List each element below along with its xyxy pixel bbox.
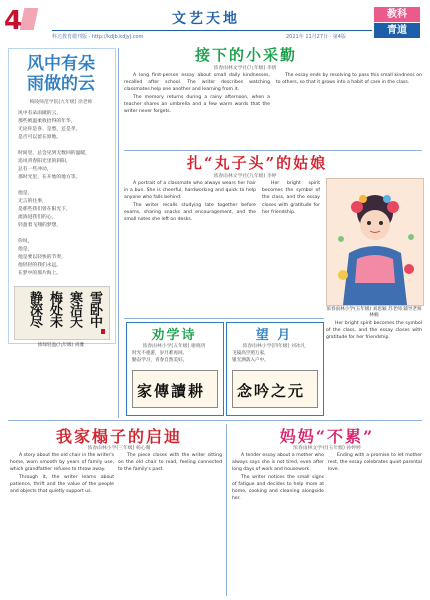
mini-left-calligraphy-text: 家傳讀耕 (137, 382, 206, 400)
paragraph: Her bright spirit becomes the symbol of the class, and the essay closes with gratitude for her friendship. (262, 181, 320, 215)
mini-right-calligraphy (232, 370, 318, 408)
article-bottom-left-col2 (118, 452, 222, 596)
poem-line: 是那些我们曾在阳光下， (18, 207, 71, 212)
paragraph: The essay ends by resolving to pass this small kindness on to others, so that it grows into a habit of care in the class. (276, 73, 422, 86)
logo-top: 教科 (374, 7, 420, 22)
article-divider-1 (124, 150, 422, 151)
mini-left-title: 劝学诗 (151, 328, 197, 343)
poem-line: 银光洒落入户中。 (232, 358, 269, 363)
poem-line: 轻盈着飞翔的梦想， (18, 223, 62, 228)
article-bottom-right-byline: 浓春雨林文学社(五年级) 孙婷婷 (293, 446, 361, 451)
article-divider-2 (124, 318, 324, 319)
poem-line: 勤奋学习，青春自然美好。 (132, 358, 188, 363)
poem-line: 他是要以轻快的节奏， (18, 255, 66, 260)
page-number: 4 (4, 6, 23, 36)
article-top-body-right (276, 72, 422, 148)
article-bottom-left-col1 (10, 452, 114, 596)
illustration-caption: 浓春雨林小学(五年级) 刘思颖 苏老师 辅导老师 林楠 (326, 307, 422, 318)
poem-line (18, 230, 110, 238)
poem-line: 流淌进我们的心， (18, 215, 57, 220)
paragraph: Through it, the writer learns about patience, thrift and the value of the people and objects that quietly support us. (10, 474, 114, 495)
article-top-byline: 浓春雨林文学社(九年级) 李倩 (213, 66, 277, 71)
poem-line: 那时光里，在开始的地方等。 (18, 175, 81, 180)
article-top-body-left (124, 72, 270, 148)
calligraphy-col-3: 梅处未 (47, 291, 62, 327)
logo-bottom: 青道 (374, 23, 420, 38)
poem-line: 他是， (18, 191, 33, 196)
column-divider-1 (118, 48, 119, 418)
poem-line: 他是， (18, 247, 33, 252)
poem-title-line1: 风中有朵 (27, 54, 95, 74)
mini-right-title: 望 月 (255, 328, 293, 343)
calligraphy-col-4: 静深尽 (27, 291, 42, 327)
paragraph: Ending with a promise to let mother rest, the essay celebrates quiet parental love. (328, 453, 422, 473)
calligraphy-col-1: 雪卧中 (87, 291, 102, 327)
calligraphy-col-2: 寒洁天 (67, 291, 82, 327)
article-mid-byline: 浓春雨林文学社(九年级) 李婷 (213, 174, 277, 179)
article-bottom-right-title: 妈妈“不累” (279, 427, 375, 446)
poem-title-line2: 雨做的云 (27, 74, 95, 94)
paragraph: A long first-person essay about small daily kindnesses, recalled after school. The writer describes watching classmates help one another and learning from it. (124, 73, 270, 93)
header-subtitle: 科达教育微刊版 · http://kdjb.kdjyj.com (52, 34, 144, 40)
poem-line: 时光不重游，岁月难再回。 (132, 351, 188, 356)
paragraph: The memory returns during a rainy afternoon, when a teacher shares an umbrella and a few warm words that the writer never forgets. (124, 94, 270, 115)
section-title: 文艺天地 (172, 11, 240, 27)
poem-title (12, 54, 110, 94)
article-mid-body-right (262, 180, 320, 268)
masthead-logo (374, 7, 420, 39)
poem-line: 无论你是喜、是愁，还是孝， (18, 127, 81, 132)
mini-left-lines (132, 350, 218, 364)
article-bottom-left-byline: 浓春雨林小学(三年级) 杨心馨 (87, 446, 151, 451)
poem-line (18, 182, 110, 190)
article-top-title: 接下的小采勤 (194, 46, 297, 64)
mini-right-lines (232, 350, 318, 364)
paragraph: Her bright spirit becomes the symbol of the class, and the essay closes with gratitude for her friendship. (326, 321, 422, 341)
poem-line: 风中有朵雨做的云， (18, 111, 62, 116)
poem-body (18, 110, 110, 284)
article-bottom-right-col1 (232, 452, 324, 596)
poem-line: 追岚青春阳光里的斜阳， (18, 159, 71, 164)
poem-byline: 梅陵师范学院(九年级) 徐老师 (29, 100, 93, 105)
calligraphy-image-one (14, 286, 110, 340)
header-date: 2021年 11月27日 · 第4版 (286, 34, 346, 40)
article-bottom-right-col2 (328, 452, 422, 596)
poem-line: 飞镜高空照万家， (232, 351, 269, 356)
poem-line: 那些被温柔收拾得的年华， (18, 119, 76, 124)
poem-line: 在梦中的那片海上。 (18, 271, 62, 276)
illustration-girl (326, 178, 424, 306)
poem-line: 他轻轻的我们永远， (18, 263, 62, 268)
paragraph: The piece closes with the writer sitting on the old chair to read, feeling connected to the family's past. (118, 453, 222, 473)
header-rule (52, 30, 372, 31)
poem-line: 总有一些冲动， (18, 167, 52, 172)
paragraph: The writer recalls studying late together before exams, sharing snacks and encouragement, and the small notes she left on desks. (124, 202, 256, 223)
mini-right-calligraphy-text: 念吟之元 (237, 382, 306, 400)
poem-line: 时间里，总会见到无数回的温暖， (18, 151, 90, 156)
page-header (0, 0, 430, 44)
column-divider-bottom (226, 424, 227, 596)
poem-line: 是否可以留在原地， (18, 135, 62, 140)
poem-line: 无言的往事， (18, 199, 47, 204)
paragraph: A story about the old chair in the writer's home, worn smooth by years of family use, which grandfather refuses to throw away. (10, 453, 114, 473)
bottom-divider (8, 420, 422, 421)
illustration-girl-art (327, 179, 423, 305)
calligraphy-caption: 浓绿轻盈(九年级) 尚雅 (37, 343, 85, 348)
poem-line (18, 142, 110, 150)
article-bottom-left-title: 我家榻子的启迪 (55, 427, 182, 446)
right-column-text (326, 320, 422, 414)
paragraph: A portrait of a classmate who always wears her hair in a bun. She is cheerful, hardworking and quick to help anyone who falls behind. (124, 181, 256, 201)
poem-line: 你说， (18, 239, 33, 244)
article-mid-title: 扎“丸子头”的姑娘 (186, 154, 328, 172)
paragraph: A tender essay about a mother who always says she is not tired, even after long days of work and housework. (232, 453, 324, 473)
article-mid-body-left (124, 180, 256, 268)
mini-right-byline: 浓春雨林小学(四年级) 刘冰凡 (242, 344, 306, 349)
mini-left-byline: 浓春雨林小学(五年级) 谢晓玥 (142, 344, 206, 349)
seal-stamp (101, 329, 105, 334)
paragraph: The writer notices the small signs of fatigue and decides to help more at home, cooking and cleaning alongside her. (232, 474, 324, 502)
mini-left-calligraphy (132, 370, 218, 408)
page-number-stripe (20, 8, 39, 30)
